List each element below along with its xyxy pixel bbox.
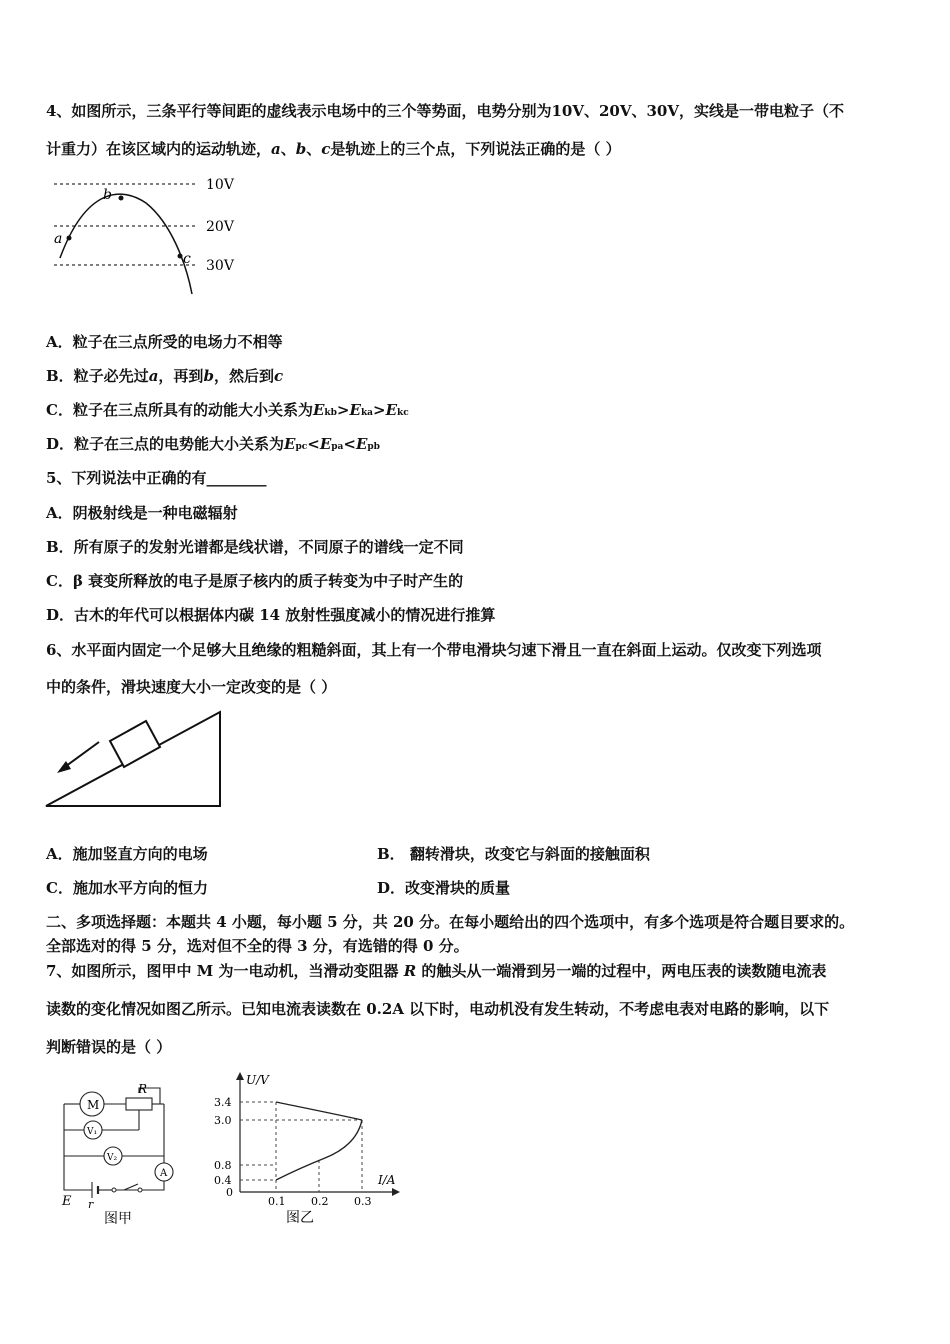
- incline-figure: [44, 706, 228, 812]
- sep2: 、: [306, 140, 322, 158]
- section2-line2: 全部选对的得 5 分，选对但不全的得 3 分，有选错的得 0 分。: [46, 937, 469, 955]
- y-tick-0-8: 0.8: [214, 1159, 232, 1172]
- q4-stem-line1: 4、如图所示，三条平行等间距的虚线表示电场中的三个等势面，电势分别为10V、20V、30V，实线是一带电粒子（不: [46, 102, 844, 120]
- q4-option-b: [46, 366, 283, 386]
- sep1: 、: [280, 140, 296, 158]
- label-20v: 20V: [206, 219, 234, 235]
- lt2: <: [343, 435, 356, 453]
- lower-curve: [276, 1120, 362, 1180]
- q4-optb-var-c: c: [273, 367, 284, 385]
- q7-stem-line3: 判断错误的是（ ）: [46, 1038, 172, 1056]
- q7-stem-text1: 7、如图所示，图甲中 M 为一电动机，当滑动变阻器: [46, 962, 404, 980]
- v2-label: V₂: [107, 1153, 118, 1163]
- q4-optb-text2: ，再到: [158, 367, 204, 385]
- q5-option-c: C．β 衰变所释放的电子是原子核内的质子转变为中子时产生的: [46, 572, 464, 590]
- q4-optd-text: D．粒子在三点的电势能大小关系为: [46, 435, 285, 453]
- x-axis-arrow: [392, 1188, 400, 1196]
- epa: E: [319, 435, 332, 453]
- q6-option-c: C．施加水平方向的恒力: [46, 879, 208, 897]
- epa-sub: pa: [331, 442, 344, 452]
- q6-option-d: D．改变滑块的质量: [377, 879, 511, 897]
- ekb: E: [312, 401, 325, 419]
- ekc-sub: kc: [397, 408, 409, 418]
- internal-r-label: r: [88, 1198, 94, 1211]
- y-tick-0: 0: [226, 1186, 233, 1199]
- eka-sub: ka: [360, 408, 374, 418]
- q4-optb-var-b: b: [203, 367, 214, 385]
- label-c: c: [183, 251, 191, 267]
- q7-stem-text2: 的触头从一端滑到另一端的过程中，两电压表的读数随电流表: [416, 962, 827, 980]
- y-tick-3-4: 3.4: [214, 1096, 232, 1109]
- upper-curve: [276, 1102, 362, 1120]
- q6-option-b: B． 翻转滑块，改变它与斜面的接触面积: [377, 845, 650, 863]
- q4-optb-var-a: a: [148, 367, 159, 385]
- q4-option-d: [46, 434, 380, 457]
- y-axis-arrow: [236, 1072, 244, 1080]
- label-a: a: [54, 231, 63, 247]
- v1-label: V₁: [87, 1127, 98, 1137]
- q4-optb-text1: B．粒子必先过: [46, 367, 149, 385]
- q5-option-d: D．古木的年代可以根据体内碳 14 放射性强度减小的情况进行推算: [46, 606, 496, 624]
- ammeter-label: A: [160, 1168, 168, 1179]
- lt1: <: [307, 435, 320, 453]
- equipotential-figure: [46, 168, 256, 298]
- circuit-figure: [52, 1080, 182, 1226]
- label-10v: 10V: [206, 177, 234, 193]
- x-tick-0-2: 0.2: [311, 1195, 329, 1208]
- q5-stem: 5、下列说法中正确的有________: [46, 469, 267, 487]
- trajectory: [60, 194, 192, 294]
- resistor-label: R: [138, 1082, 148, 1096]
- label-b: b: [103, 187, 112, 203]
- point-c-ref: c: [321, 140, 331, 158]
- epb-sub: pb: [367, 442, 380, 452]
- q6-stem-line1: 6、水平面内固定一个足够大且绝缘的粗糙斜面，其上有一个带电滑块匀速下滑且一直在斜面上运动。仅改变下列选项: [46, 641, 822, 659]
- point-b-ref: b: [295, 140, 307, 158]
- caption-yi: 图乙: [286, 1210, 314, 1226]
- q7-stem-line1: [46, 961, 826, 981]
- emf-label: E: [62, 1194, 72, 1209]
- q4-option-c: [46, 400, 409, 423]
- q4-stem-line2: [46, 139, 621, 159]
- y-tick-3-0: 3.0: [214, 1114, 232, 1127]
- ekc: E: [385, 401, 398, 419]
- epb: E: [355, 435, 368, 453]
- x-tick-0-1: 0.1: [268, 1195, 286, 1208]
- caption-jia: 图甲: [104, 1211, 132, 1226]
- point-a: [67, 236, 72, 241]
- x-tick-0-3: 0.3: [354, 1195, 372, 1208]
- point-a-ref: a: [271, 140, 281, 158]
- q4-stem-tail: 是轨迹上的三个点，下列说法正确的是（ ）: [330, 140, 621, 158]
- section2-line1: 二、多项选择题：本题共 4 小题，每小题 5 分，共 20 分。在每小题给出的四个选项中，有多个选项是符合题目要求的。: [46, 913, 855, 931]
- y-tick-0-4: 0.4: [214, 1174, 232, 1187]
- q4-option-a: A．粒子在三点所受的电场力不相等: [46, 333, 283, 351]
- q6-option-a: A．施加竖直方向的电场: [46, 845, 208, 863]
- q4-optc-text: C．粒子在三点所具有的动能大小关系为: [46, 401, 313, 419]
- label-30v: 30V: [206, 258, 234, 274]
- ui-graph-figure: [210, 1068, 410, 1228]
- gt2: >: [373, 401, 386, 419]
- point-b: [119, 196, 124, 201]
- q4-optb-text3: ，然后到: [213, 367, 274, 385]
- x-axis-label: I/A: [378, 1173, 396, 1187]
- rheostat-resistor: [126, 1098, 152, 1110]
- motor-label: M: [87, 1098, 100, 1112]
- switch-contact-right: [138, 1188, 142, 1192]
- q6-stem-line2: 中的条件，滑块速度大小一定改变的是（ ）: [46, 678, 337, 696]
- eka: E: [349, 401, 361, 419]
- ekb-sub: kb: [324, 408, 337, 418]
- y-axis-label: U/V: [246, 1073, 269, 1087]
- point-c: [178, 254, 183, 259]
- epc-sub: pc: [295, 442, 308, 452]
- epc: E: [284, 435, 296, 453]
- q5-option-a: A．阴极射线是一种电磁辐射: [46, 504, 238, 522]
- switch-contact-left: [112, 1188, 116, 1192]
- slider-block: [110, 721, 160, 767]
- q5-option-b: B．所有原子的发射光谱都是线状谱，不同原子的谱线一定不同: [46, 538, 464, 556]
- q4-stem-text: 计重力）在该区域内的运动轨迹，: [46, 140, 272, 158]
- q7-var-r: R: [403, 962, 417, 980]
- gt1: >: [336, 401, 350, 419]
- q7-stem-line2: 读数的变化情况如图乙所示。已知电流表读数在 0.2A 以下时，电动机没有发生转动，不考虑电表对电路的影响，以下: [46, 1000, 830, 1018]
